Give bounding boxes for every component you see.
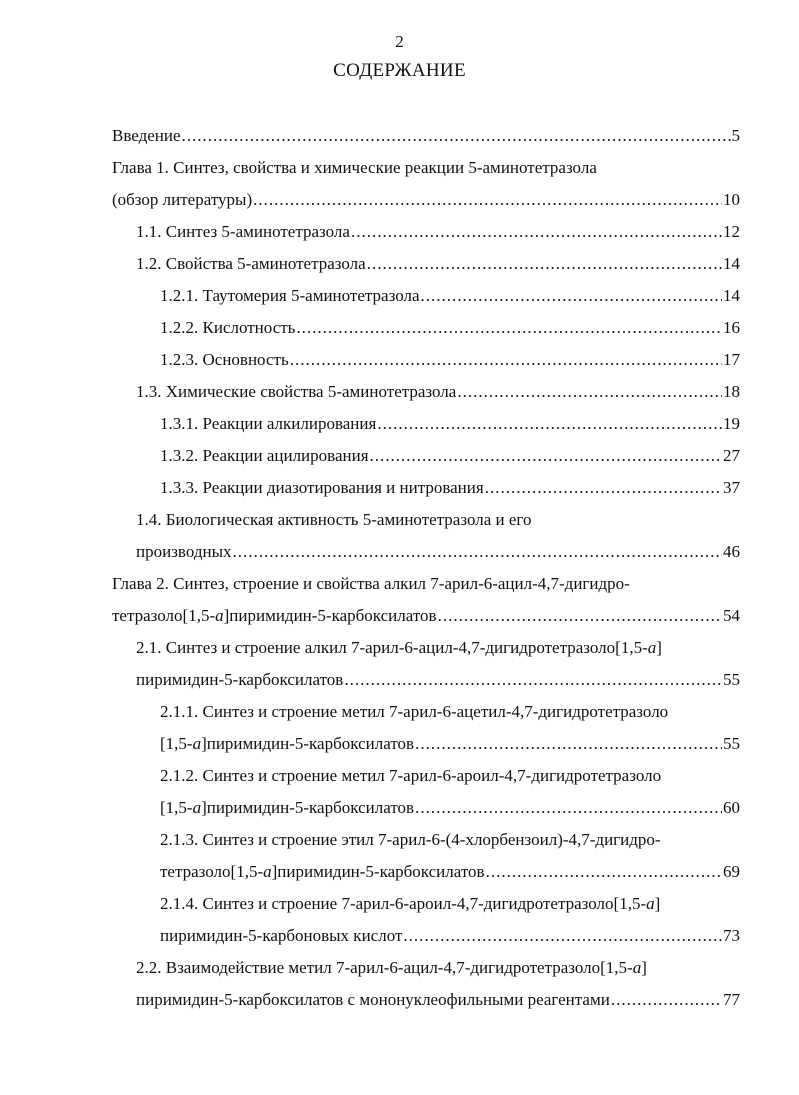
toc-leader [415, 734, 722, 754]
toc-entry-1-2 [136, 254, 740, 276]
toc-entry-page: 46 [723, 542, 740, 561]
toc-entry-text: 2.1.1. Синтез и строение метил 7-арил-6-ацетил-4,7-дигидротетразоло [160, 702, 669, 721]
toc-entry-page: 55 [723, 670, 740, 689]
toc-entry-page: 12 [723, 222, 740, 241]
toc-entry-page: 18 [723, 382, 740, 401]
toc-entry-page: 19 [723, 414, 740, 433]
toc-entry-2-1-2-cont [160, 798, 740, 820]
toc-entry-2-1-1-cont [160, 734, 740, 756]
toc-entry-text: пиримидин-5-карбоксилатов с мононуклеофильными реагентами [136, 990, 610, 1009]
toc-entry-text: 2.1.2. Синтез и строение метил 7-арил-6-ароил-4,7-дигидротетразоло [160, 766, 662, 785]
toc-entry-chapter-1 [112, 158, 597, 180]
toc-entry-text: 1.2.2. Кислотность [160, 318, 296, 337]
toc-entry-text: тетразоло[1,5-a]пиримидин-5-карбоксилатов [160, 862, 485, 881]
toc-leader [457, 382, 722, 402]
toc-entry-text: Введение [112, 126, 181, 145]
toc-entry-text: 1.3.2. Реакции ацилирования [160, 446, 369, 465]
toc-leader [182, 126, 731, 146]
toc-entry-chapter-2 [112, 574, 630, 596]
toc-entry-text: 1.3.1. Реакции алкилирования [160, 414, 377, 433]
toc-entry-page: 73 [723, 926, 740, 945]
page-number: 2 [395, 32, 404, 51]
toc-entry-text: производных [136, 542, 232, 561]
toc-leader [611, 990, 722, 1010]
toc-leader [233, 542, 722, 562]
toc-leader [253, 190, 722, 210]
toc-leader [421, 286, 722, 306]
toc-entry-page: 5 [731, 126, 740, 145]
toc-entry-1-3-3 [160, 478, 740, 500]
toc-leader [351, 222, 722, 242]
toc-entry-text: [1,5-a]пиримидин-5-карбоксилатов [160, 798, 415, 817]
toc-leader [377, 414, 722, 434]
toc-entry-page: 10 [723, 190, 740, 209]
toc-entry-text: пиримидин-5-карбоксилатов [136, 670, 344, 689]
toc-entry-text: [1,5-a]пиримидин-5-карбоксилатов [160, 734, 415, 753]
toc-entry-2-1 [136, 638, 662, 660]
toc-entry-1-4 [136, 510, 531, 532]
toc-entry-text: 1.2.1. Таутомерия 5-аминотетразола [160, 286, 420, 305]
toc-entry-page: 27 [723, 446, 740, 465]
toc-entry-text: Глава 1. Синтез, свойства и химические реакции 5-аминотетразола [112, 158, 597, 177]
toc-entry-text: 2.1. Синтез и строение алкил 7-арил-6-ацил-4,7-дигидротетразоло[1,5-a] [136, 638, 662, 657]
toc-entry-page: 77 [723, 990, 740, 1009]
toc-entry-1-3-2 [160, 446, 740, 468]
toc-leader [296, 318, 722, 338]
toc-entry-1-4-cont [136, 542, 740, 564]
toc-entry-text: 1.4. Биологическая активность 5-аминотетразола и его [136, 510, 532, 529]
toc-entry-page: 17 [723, 350, 740, 369]
toc-entry-text: тетразоло[1,5-a]пиримидин-5-карбоксилатов [112, 606, 437, 625]
toc-entry-text: 2.1.3. Синтез и строение этил 7-арил-6-(4-хлорбензоил)-4,7-дигидро- [160, 830, 661, 849]
toc-entry-page: 55 [723, 734, 740, 753]
page-title: СОДЕРЖАНИЕ [333, 60, 466, 81]
toc-entry-2-1-3-cont [160, 862, 740, 884]
toc-entry-text: 2.2. Взаимодействие метил 7-арил-6-ацил-4,7-дигидротетразоло[1,5-a] [136, 958, 647, 977]
toc-entry-2-2 [136, 958, 647, 980]
toc-entry-1-3-1 [160, 414, 740, 436]
toc-leader [485, 478, 722, 498]
toc-entry-1-2-2 [160, 318, 740, 340]
toc-entry-text: 1.2.3. Основность [160, 350, 289, 369]
toc-entry-2-1-3 [160, 830, 661, 852]
toc-entry-2-1-cont [136, 670, 740, 692]
toc-entry-1-2-3 [160, 350, 740, 372]
toc-entry-page: 37 [723, 478, 740, 497]
toc-entry-page: 54 [723, 606, 740, 625]
toc-entry-2-1-4-cont [160, 926, 740, 948]
toc-leader [290, 350, 722, 370]
toc-entry-text: Глава 2. Синтез, строение и свойства алкил 7-арил-6-ацил-4,7-дигидро- [112, 574, 630, 593]
toc-leader [415, 798, 722, 818]
toc-entry-page: 14 [723, 286, 740, 305]
toc-entry-page: 16 [723, 318, 740, 337]
toc-entry-page: 14 [723, 254, 740, 273]
toc-entry-2-2-cont [136, 990, 740, 1012]
toc-leader [486, 862, 722, 882]
toc-entry-chapter-2-cont [112, 606, 740, 628]
toc-leader [367, 254, 722, 274]
toc-leader [370, 446, 722, 466]
toc-entry-2-1-1 [160, 702, 668, 724]
toc-entry-text: 1.1. Синтез 5-аминотетразола [136, 222, 350, 241]
toc-leader [438, 606, 722, 626]
toc-entry-chapter-1-cont [112, 190, 740, 212]
toc-entry-text: 1.2. Свойства 5-аминотетразола [136, 254, 366, 273]
toc-entry-text: 2.1.4. Синтез и строение 7-арил-6-ароил-4,7-дигидротетразоло[1,5-a] [160, 894, 661, 913]
toc-entry-page: 69 [723, 862, 740, 881]
toc-entry-1-3 [136, 382, 740, 404]
toc-entry-page: 60 [723, 798, 740, 817]
toc-entry-text: 1.3. Химические свойства 5-аминотетразола [136, 382, 457, 401]
toc-leader [344, 670, 722, 690]
toc-leader [403, 926, 722, 946]
toc-entry-introduction [112, 126, 740, 148]
toc-entry-1-2-1 [160, 286, 740, 308]
toc-entry-2-1-2 [160, 766, 661, 788]
toc-entry-text: 1.3.3. Реакции диазотирования и нитрования [160, 478, 484, 497]
toc-entry-1-1 [136, 222, 740, 244]
toc-entry-2-1-4 [160, 894, 660, 916]
toc-entry-text: (обзор литературы) [112, 190, 253, 209]
toc-entry-text: пиримидин-5-карбоновых кислот [160, 926, 403, 945]
